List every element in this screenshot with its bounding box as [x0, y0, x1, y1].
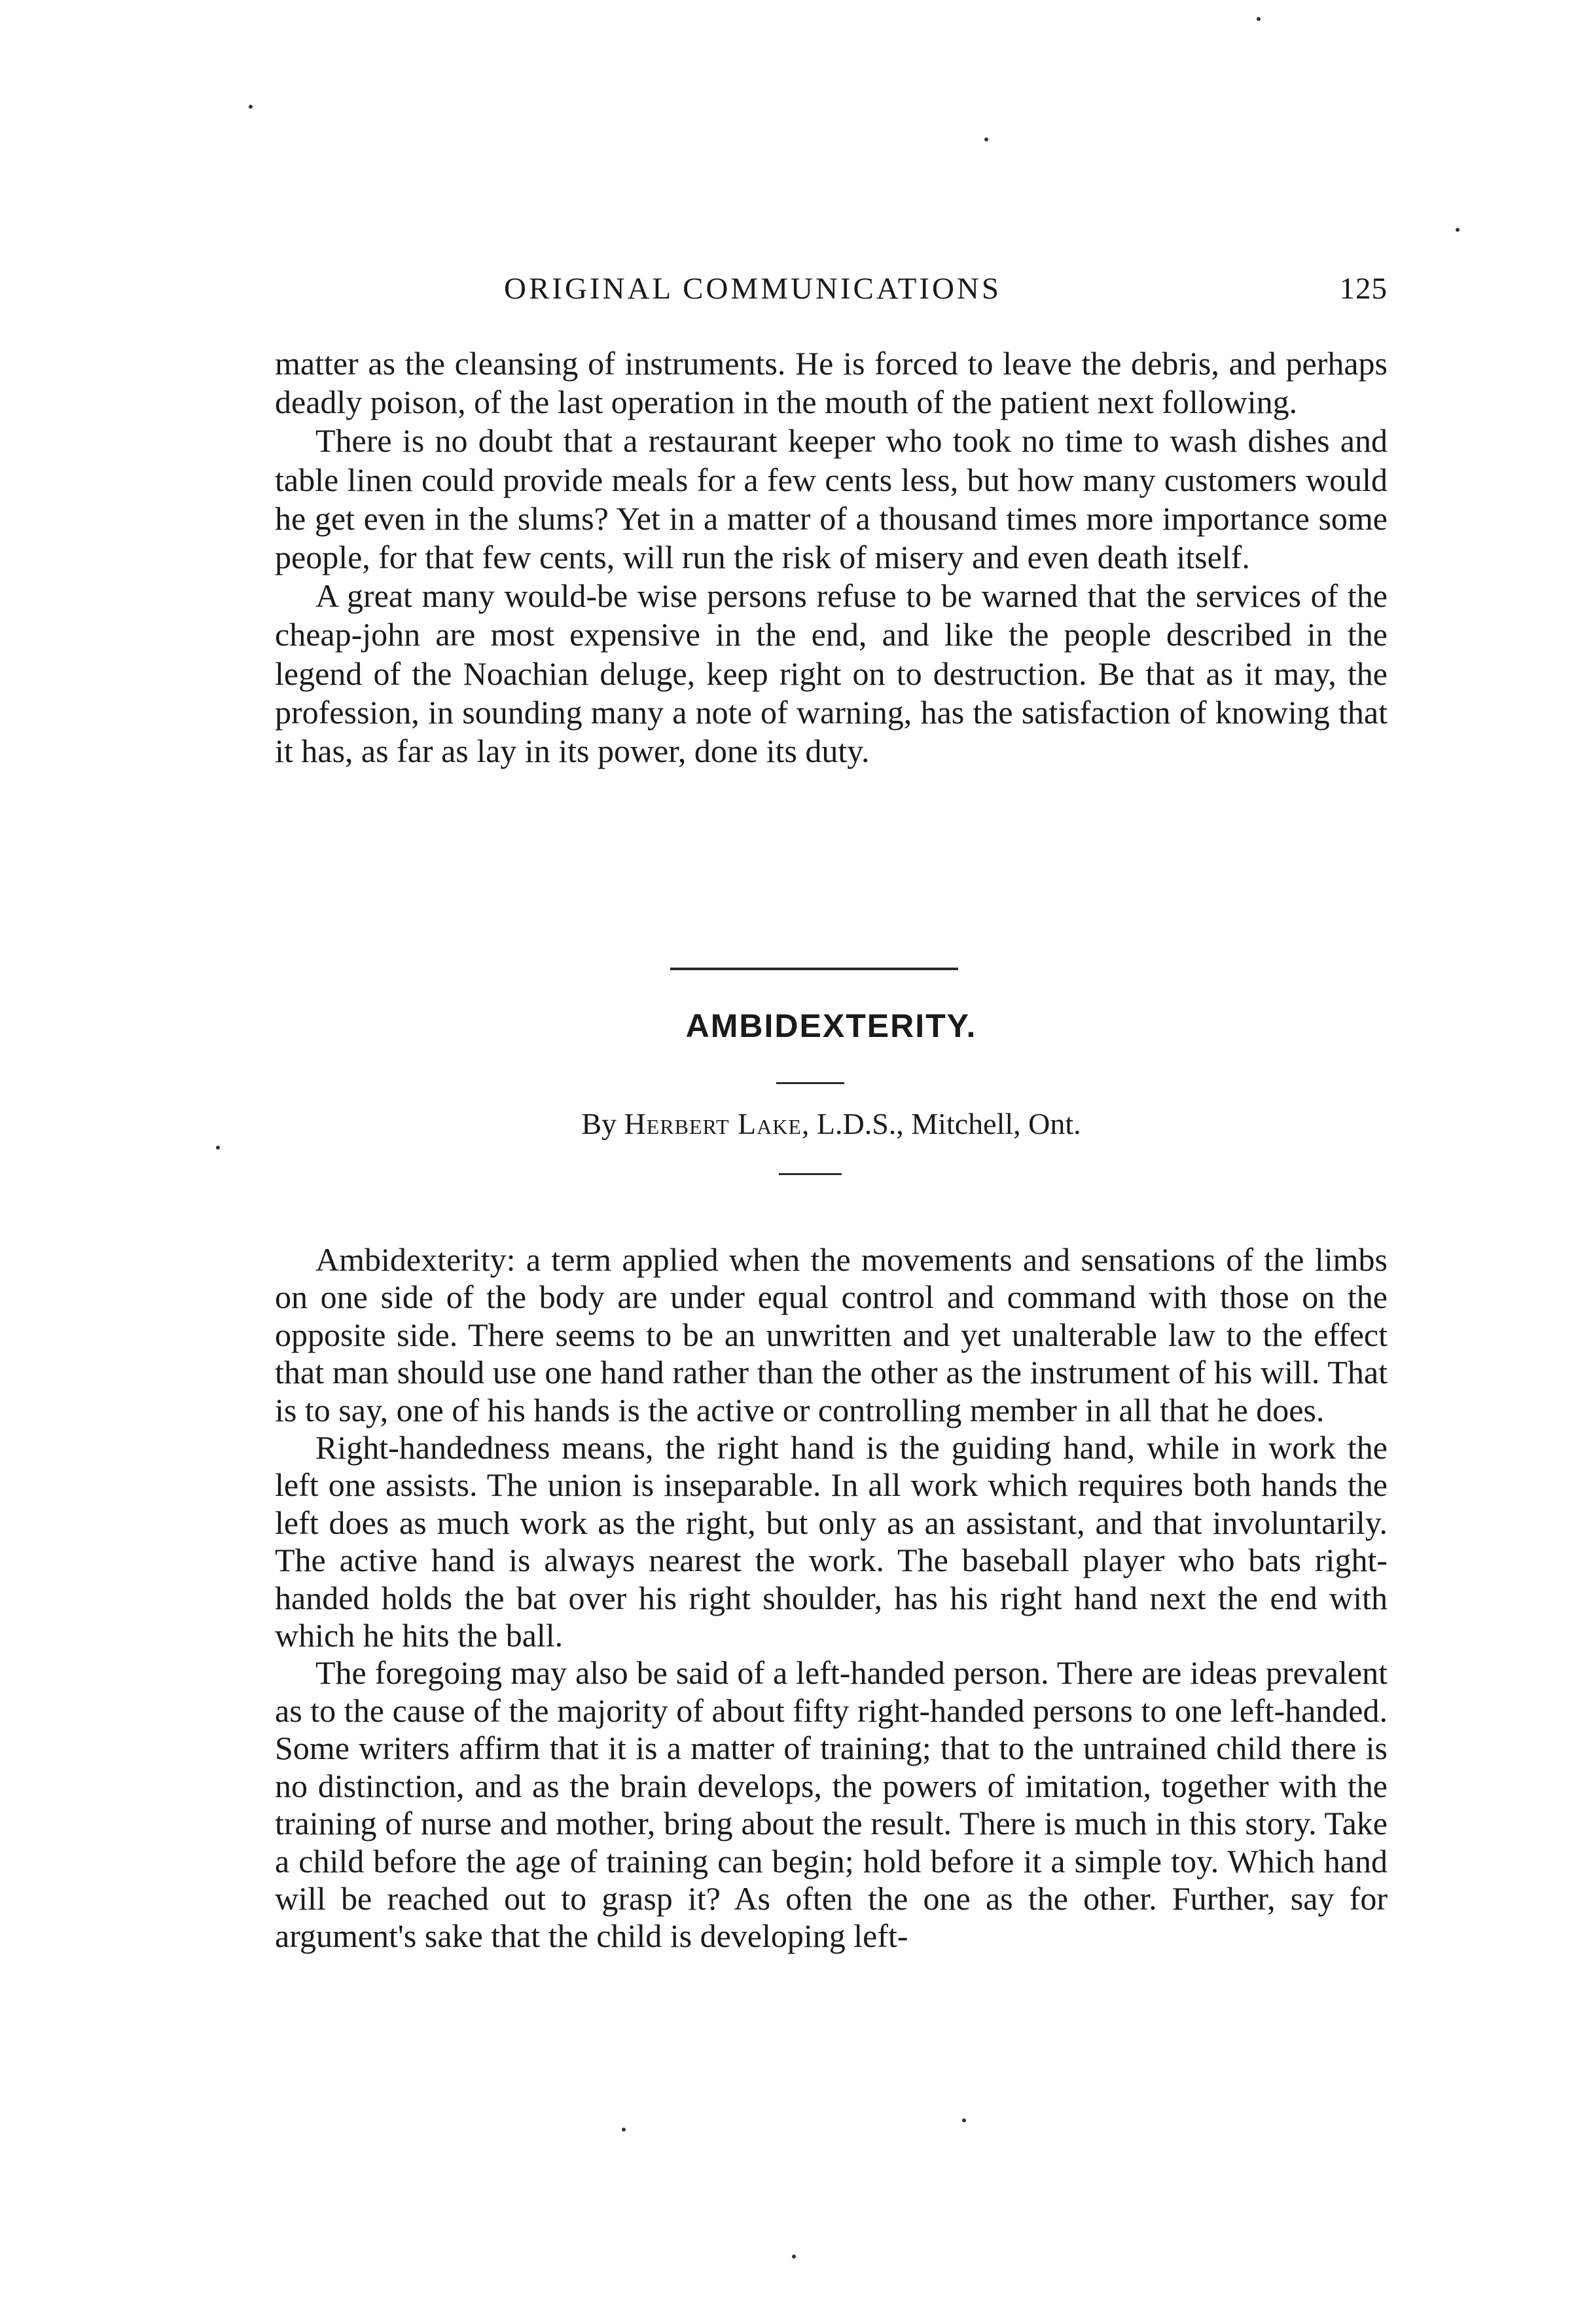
- page-number: 125: [1339, 272, 1388, 306]
- article-title: AMBIDEXTERITY.: [685, 1008, 977, 1044]
- scan-speck: [962, 2118, 966, 2122]
- byline-rule: [779, 1173, 842, 1175]
- scan-speck: [622, 2128, 626, 2132]
- section-divider-rule: [670, 968, 958, 970]
- continued-paragraph-2: There is no doubt that a restaurant keeper who took no time to wash dishes and table linen could provide meals for a few cents less, but how many customers would he get even in the slums? Yet in a matter of a thousand times more importance some people, for that few cents, will run the risk of misery and even death itself.: [275, 422, 1388, 576]
- scan-speck: [792, 2255, 796, 2259]
- author-name: Herbert Lake: [624, 1107, 802, 1140]
- article-paragraph-1: Ambidexterity: a term applied when the movements and sensations of the limbs on one side of the body are under equal control and command with those on the opposite side. There seems to be an unwritten and yet unalterable law to the effect that man should use one hand rather than the other as the instrument of his will. That is to say, one of his hands is the active or controlling member in all that he does.: [275, 1241, 1388, 1428]
- article-body: [275, 1241, 1388, 1955]
- title-underline-rule: [776, 1082, 844, 1084]
- article-paragraph-3: The foregoing may also be said of a left-handed person. There are ideas prevalent as to the cause of the majority of about fifty right-handed persons to one left-handed. Some writers affirm that it is a matter of training; that to the untrained child there is no distinction, and as the brain develops, the powers of imitation, together with the training of nurse and mother, bring about the result. There is much in this story. Take a child before the age of training can begin; hold before it a simple toy. Which hand will be reached out to grasp it? As often the one as the other. Further, say for argument's sake that the child is developing left-: [275, 1654, 1388, 1955]
- scan-speck: [1257, 17, 1261, 21]
- continued-text: [275, 344, 1388, 771]
- continued-paragraph-3: A great many would-be wise persons refuse to be warned that the services of the cheap-john are most expensive in the end, and like the people described in the legend of the Noachian deluge, keep right on to destruction. Be that as it may, the profession, in sounding many a note of warning, has the satisfaction of knowing that it has, as far as lay in its power, done its duty.: [275, 577, 1388, 770]
- scan-speck: [1456, 228, 1460, 232]
- scan-speck: [249, 105, 253, 109]
- continued-paragraph-1: matter as the cleansing of instruments. He is forced to leave the debris, and perhaps deadly poison, of the last operation in the mouth of the patient next following.: [275, 345, 1388, 421]
- article-paragraph-2: Right-handedness means, the right hand is the guiding hand, while in work the left one assists. The union is inseparable. In all work which requires both hands the left does as much work as the right, but only as an assistant, and that involuntarily. The active hand is always nearest the work. The baseball player who bats right-handed holds the bat over his right shoulder, has his right hand next the end with which he hits the ball.: [275, 1429, 1388, 1654]
- running-head-title: ORIGINAL COMMUNICATIONS: [504, 272, 1002, 306]
- scan-speck: [984, 137, 988, 141]
- byline: [275, 1106, 1388, 1141]
- scan-speck: [216, 1146, 220, 1150]
- byline-prefix: By: [581, 1107, 617, 1140]
- running-head: [275, 271, 1388, 310]
- byline-credentials: , L.D.S., Mitchell, Ont.: [801, 1107, 1081, 1140]
